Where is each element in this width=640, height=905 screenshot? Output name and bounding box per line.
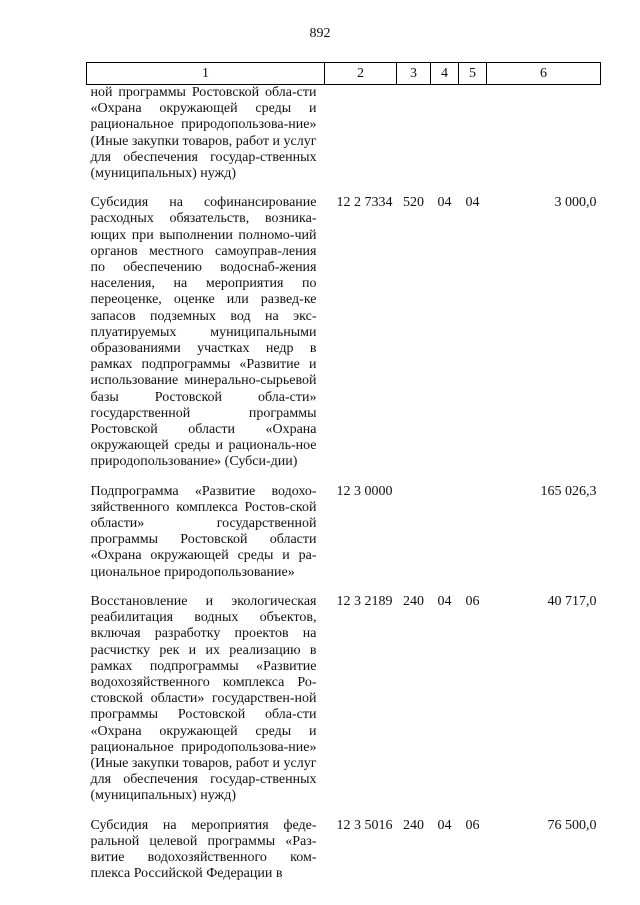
- row-vr: 520: [403, 195, 424, 211]
- table-row: [87, 85, 601, 196]
- row-pr: 06: [465, 817, 480, 833]
- header-col-6: 6: [487, 63, 601, 85]
- row-pr: 06: [465, 593, 480, 609]
- row-vr: [397, 85, 431, 196]
- table-row: [87, 818, 601, 896]
- table-header-row: [87, 63, 601, 85]
- table-row: [87, 195, 601, 483]
- row-description: Восстановление и экологическая реабилитация водных объектов, включая разработку проектов на расчистку рек и их реализацию в рамках подпрограммы «Развитие водохозяйственного комплекса Ро-стовской области» государствен-ной программы Ростовской обла-сти «Охрана окружающей среды и рациональное природопользова-ние» (Иные закупки товаров, работ и услуг для обеспечения государ-ственных (муниципальных) нужд): [90, 593, 317, 804]
- header-col-3: 3: [397, 63, 431, 85]
- row-rz: 04: [437, 195, 452, 211]
- page-number: 892: [309, 26, 331, 41]
- row-vr: [397, 484, 431, 594]
- row-vr: 240: [403, 593, 424, 609]
- row-vr: 240: [403, 817, 424, 833]
- row-sum: 3 000,0: [554, 195, 597, 211]
- row-sum: 165 026,3: [540, 483, 597, 499]
- header-col-5: 5: [459, 63, 487, 85]
- budget-table: [86, 62, 601, 895]
- row-pr: [459, 484, 487, 594]
- header-col-4: 4: [431, 63, 459, 85]
- row-rz: [431, 85, 459, 196]
- row-code: 12 3 0000: [336, 483, 393, 499]
- row-code: 12 3 2189: [336, 593, 393, 609]
- row-description: ной программы Ростовской обла-сти «Охрана окружающей среды и рациональное природопользова-ние» (Иные закупки товаров, работ и услуг для обеспечения государ-ственных (муниципальных) нужд): [90, 85, 317, 182]
- row-code: 12 2 7334: [336, 195, 393, 211]
- row-sum: 40 717,0: [547, 593, 597, 609]
- row-pr: 04: [465, 195, 480, 211]
- row-code: 12 3 5016: [336, 817, 393, 833]
- row-pr: [459, 85, 487, 196]
- row-code: [325, 85, 397, 196]
- row-description: Субсидия на мероприятия феде-ральной целевой программы «Раз-витие водохозяйственного ком-плекса Российской Федерации в: [90, 817, 317, 882]
- table-row: [87, 594, 601, 818]
- row-sum: [487, 85, 601, 196]
- table-row: [87, 484, 601, 594]
- header-col-1: 1: [87, 63, 325, 85]
- row-sum: 76 500,0: [547, 817, 597, 833]
- row-description: Подпрограмма «Развитие водохо-зяйственного комплекса Ростов-ской области» государственной программы Ростовской области «Охрана окружающей среды и ра-циональное природопользование»: [90, 483, 317, 580]
- row-description: Субсидия на софинансирование расходных обязательств, возника-ющих при выполнении полномо-чий органов местного самоуправ-ления по обеспечению водоснаб-жения населения, на мероприятия по переоценке, оценке или развед-ке запасов подземных вод на экс-плуатируемых муниципальными образованиями участках недр в рамках подпрограммы «Развитие и использование минерально-сырьевой базы Ростовской обла-сти» государственной программы Ростовской области «Охрана окружающей среды и рациональ-ное природопользование» (Субси-дии): [90, 195, 317, 470]
- header-col-2: 2: [325, 63, 397, 85]
- row-rz: 04: [437, 817, 452, 833]
- row-rz: [431, 484, 459, 594]
- row-rz: 04: [437, 593, 452, 609]
